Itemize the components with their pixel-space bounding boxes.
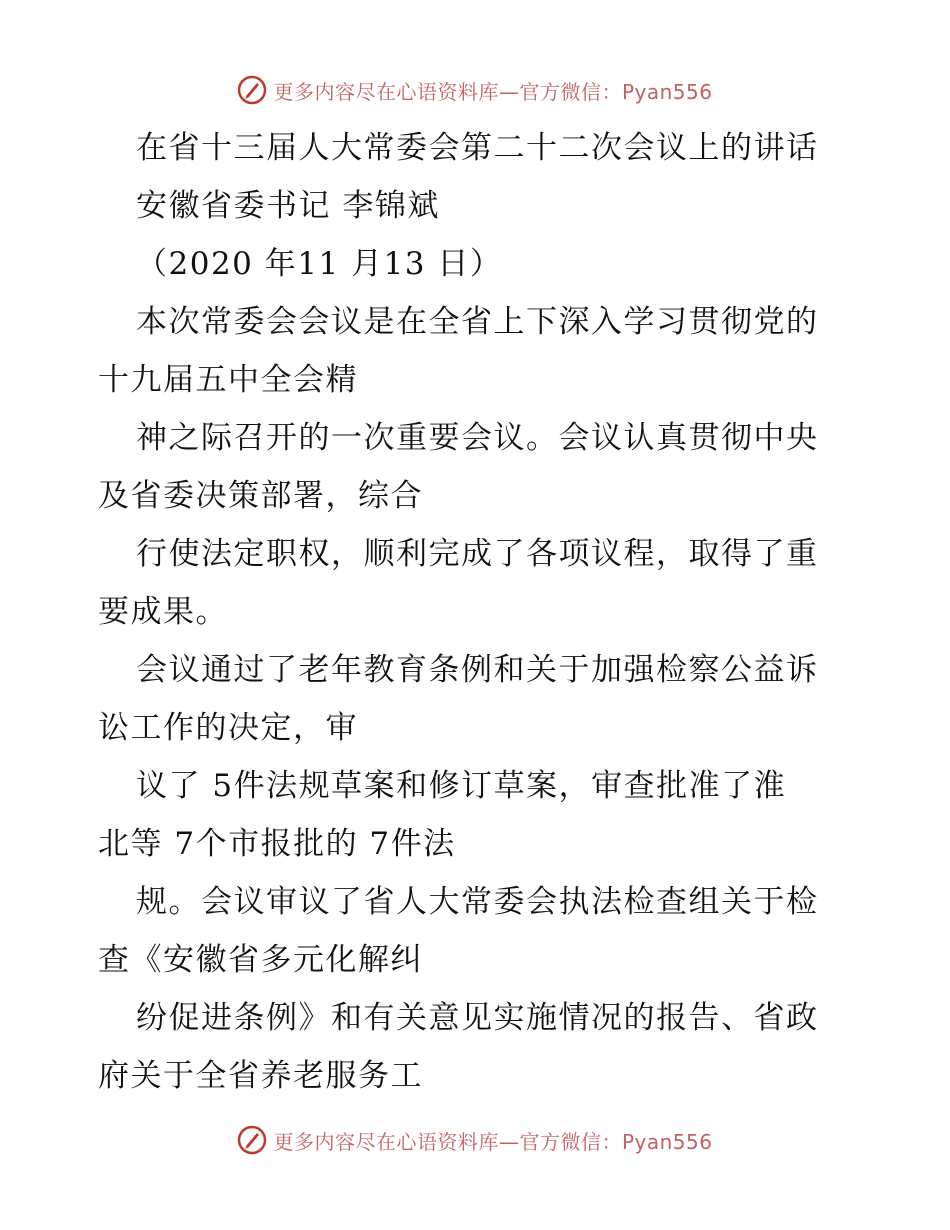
paragraph-line: 讼工作的决定，审 — [98, 710, 358, 746]
paragraph-line: 北等 7个市报批的 7件法 — [98, 826, 456, 862]
paragraph-line: 查《安徽省多元化解纠 — [98, 942, 423, 978]
paragraph-line: 要成果。 — [98, 594, 228, 630]
paragraph-line: 行使法定职权，顺利完成了各项议程，取得了重 — [136, 536, 819, 572]
document-author: 安徽省委书记 李锦斌 — [136, 188, 440, 224]
paragraph-line: 及省委决策部署，综合 — [98, 478, 423, 514]
paragraph-line: 十九届五中全会精 — [98, 362, 358, 398]
paragraph-line: 纷促进条例》和有关意见实施情况的报告、省政 — [136, 1000, 819, 1036]
watermark-text: 更多内容尽在心语资料库—官方微信：Pyan556 — [273, 1129, 713, 1154]
paragraph-line: 本次常委会会议是在全省上下深入学习贯彻党的 — [136, 304, 819, 340]
paragraph-line: 会议通过了老年教育条例和关于加强检察公益诉 — [136, 652, 819, 688]
footer-watermark — [0, 1120, 950, 1160]
watermark-text: 更多内容尽在心语资料库—官方微信：Pyan556 — [273, 79, 713, 104]
paragraph-line: 神之际召开的一次重要会议。会议认真贯彻中央 — [136, 420, 819, 456]
paragraph-line: 议了 5件法规草案和修订草案，审查批准了淮 — [136, 768, 787, 804]
paragraph-line: 规。会议审议了省人大常委会执法检查组关于检 — [136, 884, 819, 920]
quill-logo-icon — [237, 75, 267, 105]
header-watermark — [0, 70, 950, 110]
document-title: 在省十三届人大常委会第二十二次会议上的讲话 — [136, 130, 819, 166]
document-date: （2020 年11 月13 日） — [136, 246, 503, 282]
quill-logo-icon — [237, 1125, 267, 1155]
paragraph-line: 府关于全省养老服务工 — [98, 1058, 423, 1094]
